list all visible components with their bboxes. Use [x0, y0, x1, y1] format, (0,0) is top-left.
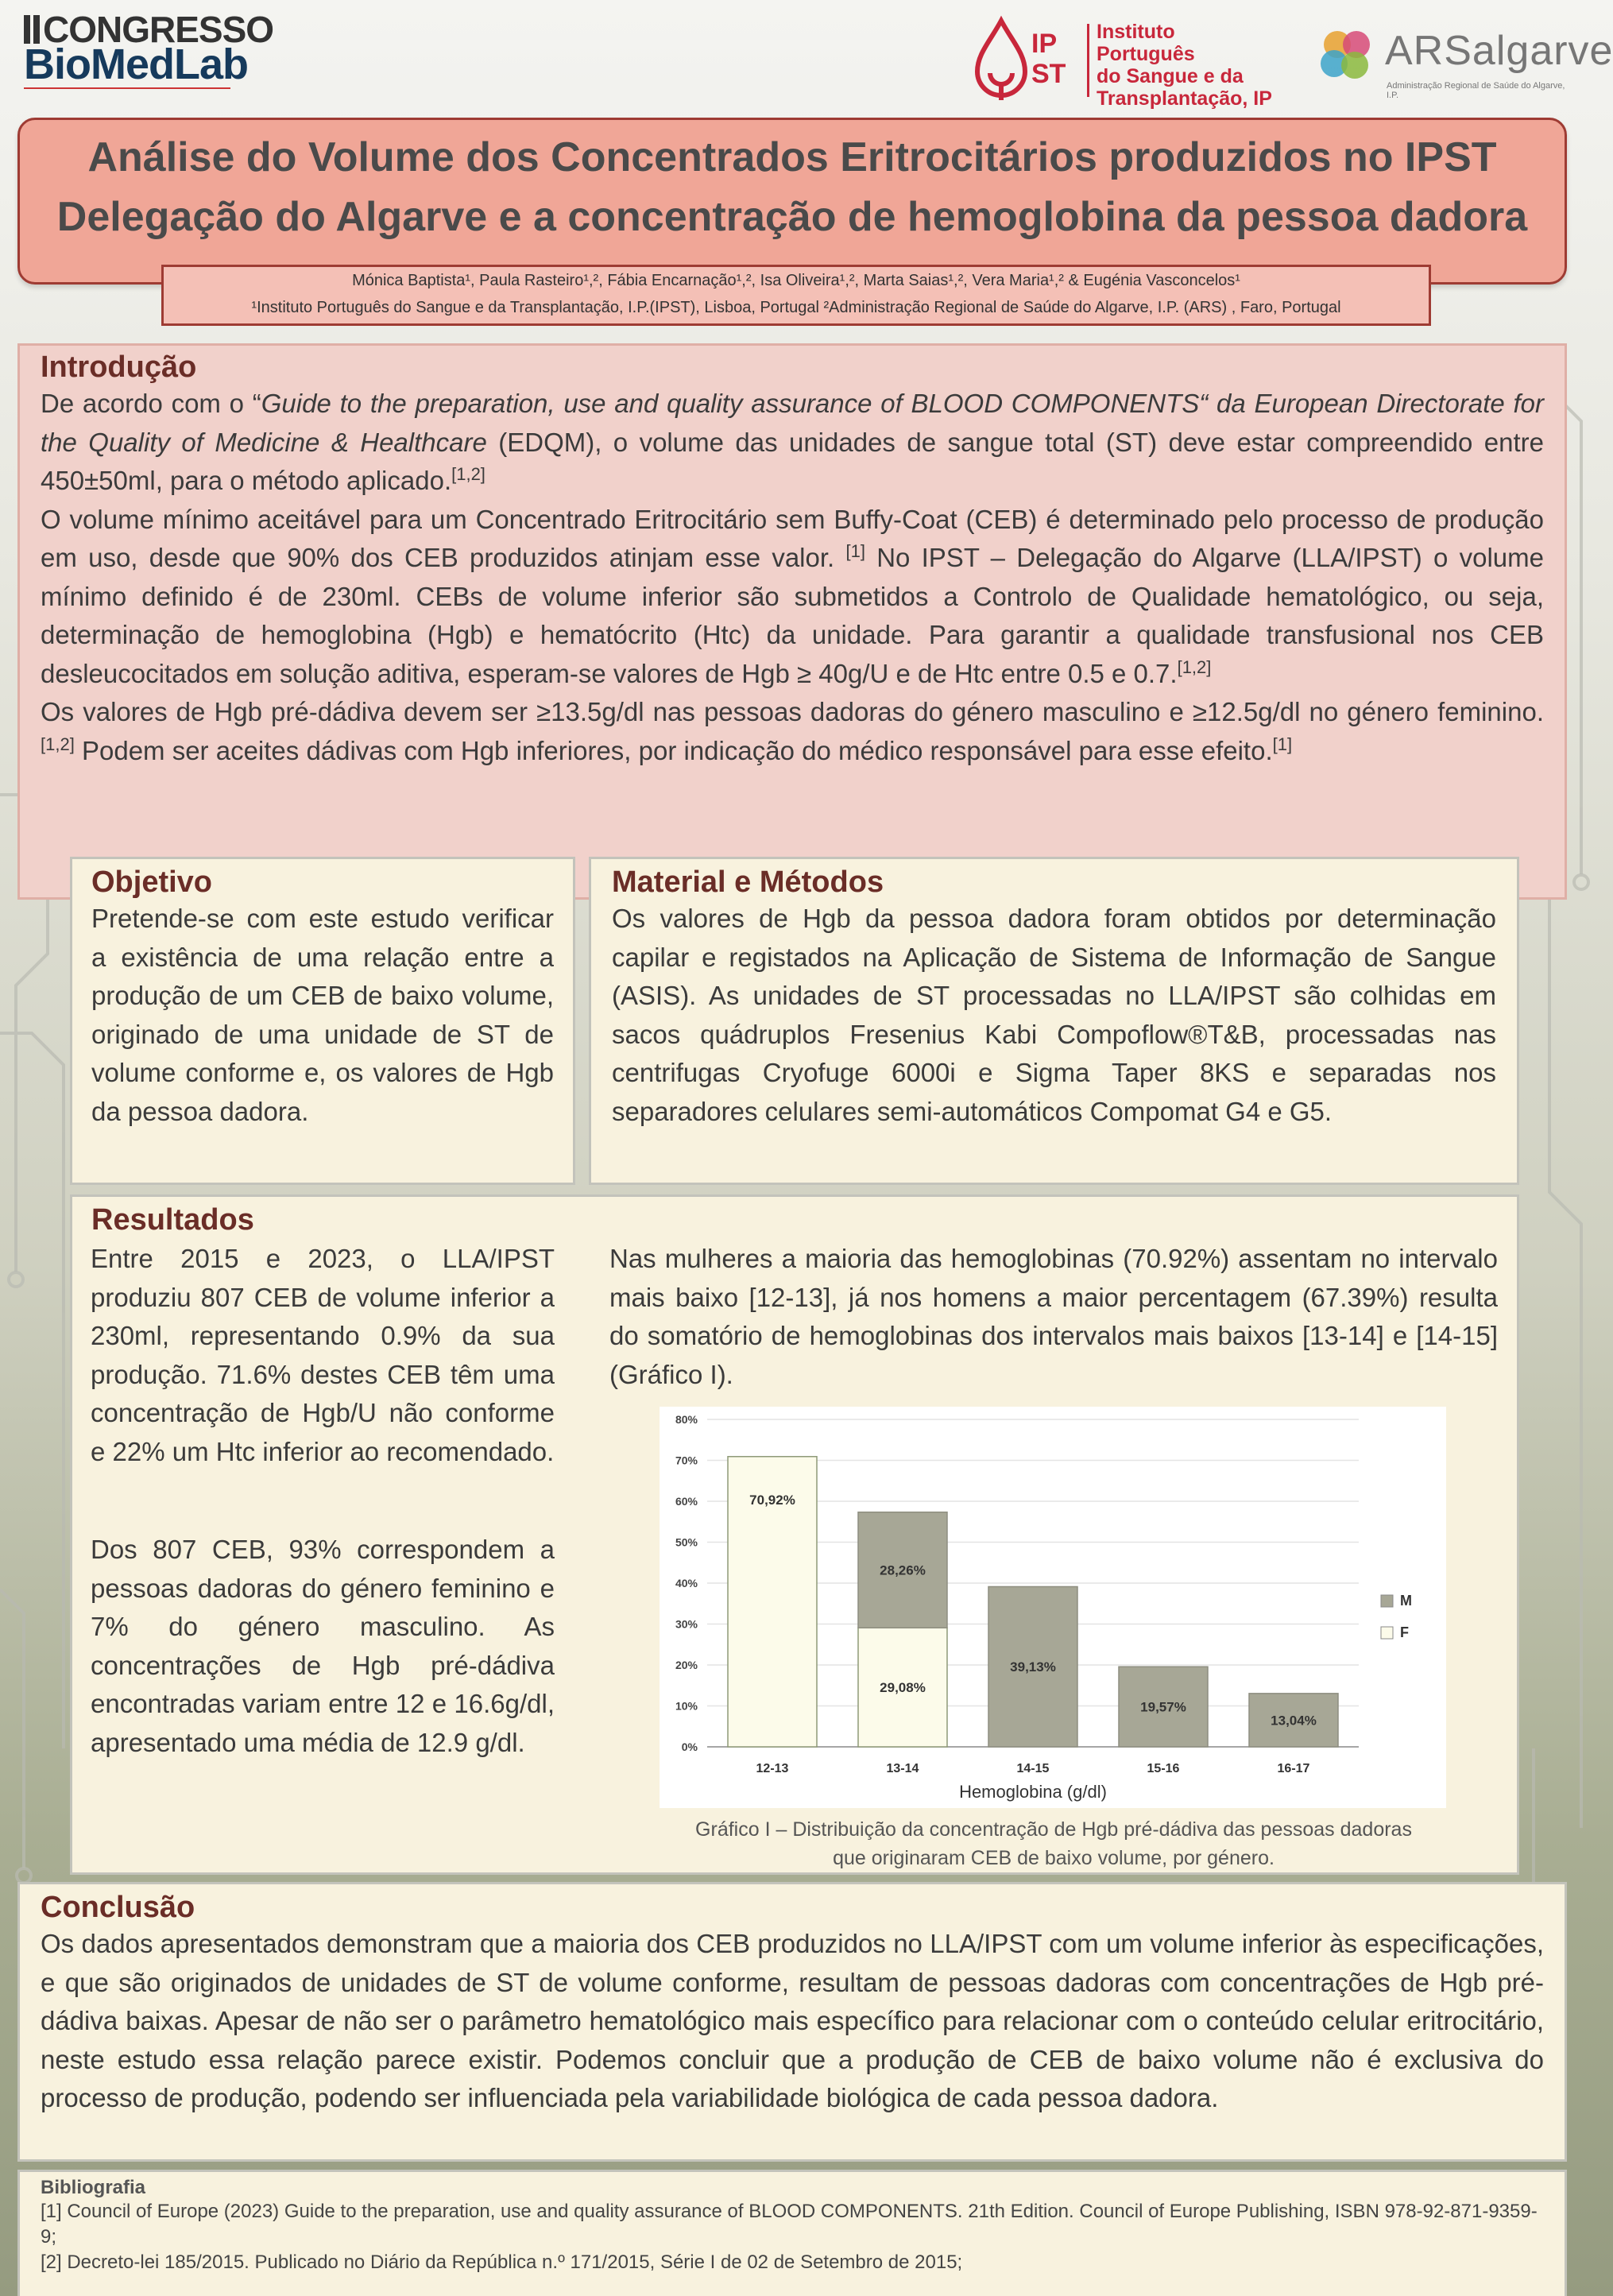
- intro-paragraph-3: Os valores de Hgb pré-dádiva devem ser ≥13.5g/dl nas pessoas dadoras do género masculino e ≥12.5g/dl no género feminino.[1,2] Podem ser aceites dádivas com Hgb inferiores, por indicação do médico responsável para esse efeito.[1]: [41, 697, 1544, 765]
- congress-logo-line2: BioMedLab: [24, 41, 248, 88]
- y-tick-label: 70%: [675, 1454, 698, 1467]
- introduction-text: [41, 385, 1544, 770]
- ars-logo: [1315, 24, 1613, 100]
- bibliography-section: [17, 2170, 1567, 2296]
- results-text-3: Nas mulheres a maioria das hemoglobinas (70.92%) assentam no intervalo mais baixo [12-13], já nos homens a maior percentagem (67.39%) resulta do somatório de hemoglobinas dos intervalos mais baixos [13-14] e [14-15] (Gráfico I).: [609, 1244, 1498, 1389]
- affiliation-list: ¹Instituto Português do Sangue e da Transplantação, I.P.(IPST), Lisboa, Portugal ²Administração Regional de Saúde do Algarve, I.P. (ARS) , Faro, Portugal: [251, 299, 1341, 316]
- title-line-2: Delegação do Algarve e a concentração de hemoglobina da pessoa dadora: [56, 194, 1528, 240]
- x-tick-label: 14-15: [1016, 1762, 1050, 1775]
- results-heading: Resultados: [91, 1203, 254, 1237]
- data-label: 13,04%: [1271, 1713, 1317, 1729]
- intro-paragraph-1: De acordo com o “Guide to the preparation, use and quality assurance of BLOOD COMPONENTS“ da European Directorate for the Quality of Medicine & Healthcare (EDQM), o volume das unidades de sangue total (ST) deve estar compreendido entre 450±50ml, para o método aplicado.[1,2]: [41, 389, 1544, 495]
- results-text-1: Entre 2015 e 2023, o LLA/IPST produziu 807 CEB de volume inferior a 230ml, representando 0.9% da sua produção. 71.6% destes CEB têm uma concentração de Hgb/U não conforme e 22% um Htc inferior ao recomendado.: [91, 1244, 555, 1466]
- bibliography-ref-1: [1] Council of Europe (2023) Guide to the preparation, use and quality assurance of BLOOD COMPONENTS. 21th Edition. Council of Europe Publishing, ISBN 978-92-871-9359-9;: [41, 2201, 1538, 2248]
- author-list: Mónica Baptista¹, Paula Rasteiro¹,², Fábia Encarnação¹,², Isa Oliveira¹,², Marta Saias¹,², Vera Maria¹,² & Eugénia Vasconcelos¹: [352, 272, 1240, 289]
- congress-logo-underline: [24, 87, 230, 95]
- ipst-abbr-st: ST: [1031, 59, 1066, 89]
- y-tick-label: 80%: [675, 1413, 698, 1426]
- y-tick-label: 0%: [681, 1740, 698, 1753]
- y-tick-label: 60%: [675, 1495, 698, 1508]
- hemoglobin-chart: [660, 1407, 1446, 1808]
- ipst-name: Instituto Português do Sangue e da Transplantação, IP: [1097, 21, 1272, 110]
- data-label: 19,57%: [1140, 1699, 1186, 1715]
- methods-section: [589, 857, 1519, 1185]
- ipst-logo: [971, 17, 1273, 110]
- chart-caption-line-1: Gráfico I – Distribuição da concentração de Hgb pré-dádiva das pessoas dadoras: [695, 1818, 1412, 1841]
- ars-name: ARSalgarve: [1385, 28, 1613, 74]
- objective-section: [70, 857, 575, 1185]
- objective-text: Pretende-se com este estudo verificar a existência de uma relação entre a produção de um CEB de baixo volume, originado de uma unidade de ST de volume conforme e, os valores de Hgb da pessoa dadora.: [91, 904, 554, 1126]
- conclusion-section: [17, 1882, 1567, 2162]
- conclusion-heading: Conclusão: [41, 1891, 195, 1924]
- intro-paragraph-2: O volume mínimo aceitável para um Concentrado Eritrocitário sem Buffy-Coat (CEB) é determinado pelo processo de produção em uso, desde que 90% dos CEB produzidos atinjam esse valor. [1] No IPST – Delegação do Algarve (LLA/IPST) o volume mínimo definido é de 230ml. CEBs de volume inferior são submetidos a Controlo de Qualidade hematológico, ou seja, determinação de hemoglobina (Hgb) e hematócrito (Htc) da unidade. Para garantir a qualidade transfusional nos CEB desleucocitados em solução aditiva, esperam-se valores de Hgb ≥ 40g/U e de Htc entre 0.5 e 0.7.[1,2]: [41, 504, 1544, 688]
- y-tick-label: 20%: [675, 1659, 698, 1671]
- y-tick-label: 10%: [675, 1699, 698, 1713]
- y-tick-label: 50%: [675, 1535, 698, 1549]
- methods-text: Os valores de Hgb da pessoa dadora foram obtidos por determinação capilar e registados na Aplicação de Sistema de Informação de Sangue (ASIS). As unidades de ST processadas no LLA/IPST são colhidas em sacos quádruplos Fresenius Kabi Compoflow®T&B, processadas nas centrifugas Cryofuge 6000i e Sigma Taper 8KS e separadas nos separadores celulares semi-automáticos Compomat G4 e G5.: [612, 904, 1496, 1126]
- objective-heading: Objetivo: [91, 865, 213, 899]
- chart-caption-line-2: que originaram CEB de baixo volume, por género.: [833, 1847, 1275, 1869]
- results-text-2: Dos 807 CEB, 93% correspondem a pessoas dadoras do género feminino e 7% do género masculino. As concentrações de Hgb pré-dádiva encontradas variam entre 12 e 16.6g/dl, apresentado uma média de 12.9 g/dl.: [91, 1535, 555, 1757]
- legend-swatch-m: [1381, 1595, 1393, 1607]
- poster-title: [17, 118, 1567, 285]
- introduction-section: [17, 343, 1567, 900]
- x-tick-label: 15-16: [1147, 1762, 1180, 1775]
- introduction-heading: Introdução: [41, 350, 197, 384]
- legend-label: F: [1400, 1624, 1409, 1640]
- methods-heading: Material e Métodos: [612, 865, 884, 899]
- blood-drop-icon: [971, 17, 1031, 103]
- y-tick-label: 40%: [675, 1577, 698, 1589]
- ipst-divider: [1087, 24, 1089, 97]
- authors-box: [161, 265, 1431, 326]
- data-label: 70,92%: [749, 1492, 795, 1508]
- x-tick-label: 13-14: [886, 1762, 919, 1775]
- congress-logo-line1: CONGRESSO: [24, 8, 273, 51]
- legend-swatch-f: [1381, 1627, 1393, 1639]
- ars-subtitle: Administração Regional de Saúde do Algarve, I.P.: [1387, 81, 1565, 100]
- conclusion-text: Os dados apresentados demonstram que a maioria dos CEB produzidos no LLA/IPST com um volume inferior às especificações, e que são originados de unidades de ST de volume conforme, resultam de pessoas dadoras com concentrações de Hgb pré-dádiva baixas. Apesar de não ser o parâmetro hematológico mais específico para relacionar com o conteúdo celular eritrocitário, neste estudo essa relação parece existir. Podemos concluir que a produção de CEB de baixo volume não é exclusiva do processo de produção, podendo ser influenciada pela variabilidade biológica de cada pessoa dadora.: [41, 1929, 1544, 2112]
- title-line-1: Análise do Volume dos Concentrados Eritrocitários produzidos no IPST: [87, 134, 1497, 180]
- x-tick-label: 12-13: [756, 1762, 789, 1775]
- x-tick-label: 16-17: [1277, 1762, 1310, 1775]
- y-tick-label: 30%: [675, 1617, 698, 1631]
- data-label: 39,13%: [1010, 1659, 1056, 1675]
- data-label: 29,08%: [880, 1680, 926, 1696]
- ipst-abbr-ip: IP: [1031, 29, 1058, 59]
- x-axis-label: Hemoglobina (g/dl): [959, 1782, 1107, 1802]
- ars-flower-icon: [1315, 24, 1379, 87]
- chart-caption: [609, 1815, 1498, 1872]
- legend-label: M: [1400, 1593, 1412, 1609]
- data-label: 28,26%: [880, 1562, 926, 1578]
- bibliography-ref-2: [2] Decreto-lei 185/2015. Publicado no Diário da República n.º 171/2015, Série I de 02 de Setembro de 2015;: [41, 2251, 963, 2273]
- bibliography-heading: Bibliografia: [41, 2177, 146, 2198]
